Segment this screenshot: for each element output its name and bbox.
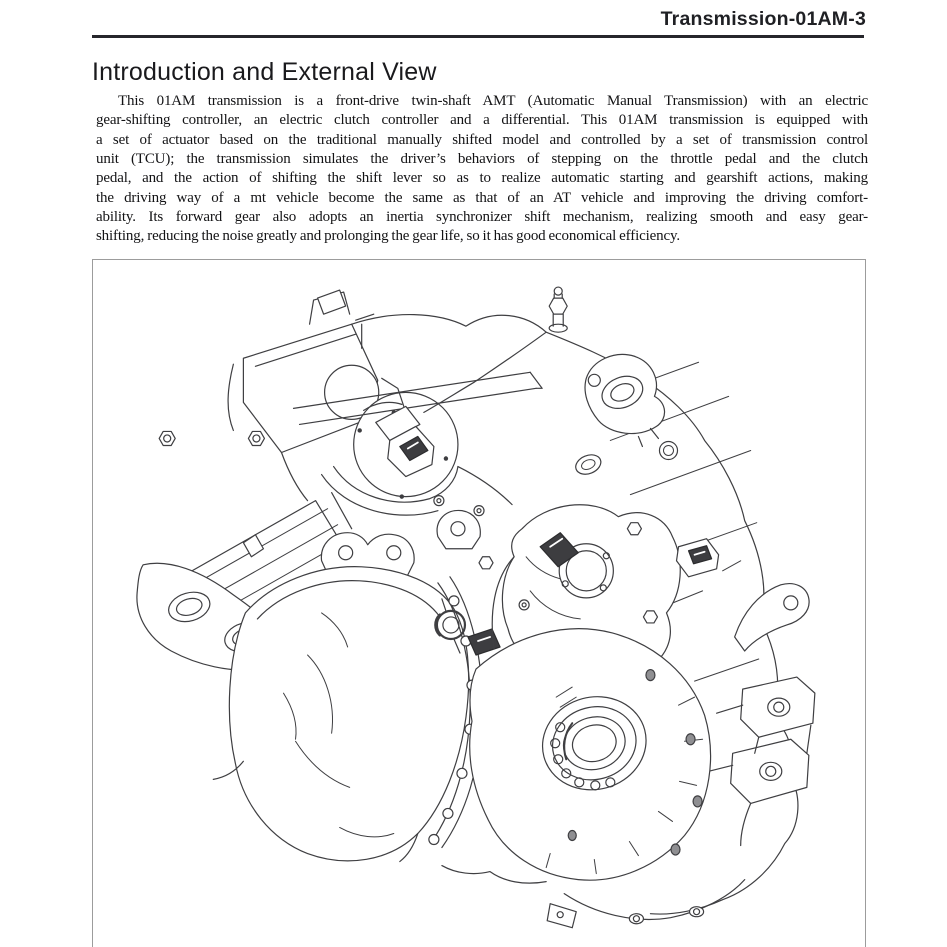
paragraph-line: This 01AM transmission is a front-drive twin-shaft AMT (Automatic Manual Transmission) with an electric — [118, 93, 868, 109]
intro-paragraph — [96, 92, 868, 247]
right-bracket-arm — [735, 584, 809, 651]
header-rule — [92, 35, 864, 38]
paragraph-line: pedal, and the action of shifting the shift lever so as to realize automatic starting and gearshift actions, making — [96, 170, 868, 187]
top-breather-fitting — [549, 287, 567, 332]
case-face-holes — [573, 441, 678, 477]
paragraph-line: shifting, reducing the noise greatly and prolonging the gear life, so it has good economical efficiency. — [96, 228, 680, 245]
wiring-connector-right — [677, 539, 719, 577]
paragraph-line: unit (TCU); the transmission simulates the driver’s behaviors of stepping on the throttle pedal and the clutch — [96, 151, 868, 168]
paragraph-line: ability. Its forward gear also adopts an inertia synchronizer shift mechanism, realizing smooth and easy gear- — [96, 209, 868, 226]
paragraph-line: a set of actuator based on the traditional manually shifted model and controlled by a set of transmission control — [96, 131, 868, 148]
clutch-housing-cover — [213, 567, 468, 862]
right-mounting-pads — [709, 677, 815, 845]
page-header-title: Transmission-01AM-3 — [660, 8, 866, 30]
paragraph-line: the driving way of a mt vehicle become the same as that of an AT vehicle and improving the driving comfort- — [96, 189, 868, 206]
transmission-external-view-drawing — [93, 260, 865, 947]
figure-frame — [92, 259, 866, 947]
paragraph-line: gear-shifting controller, an electric clutch controller and a differential. This 01AM transmission is equipped with — [96, 112, 868, 129]
top-right-ear-with-oval-hole — [585, 355, 665, 447]
section-heading: Introduction and External View — [92, 58, 437, 86]
